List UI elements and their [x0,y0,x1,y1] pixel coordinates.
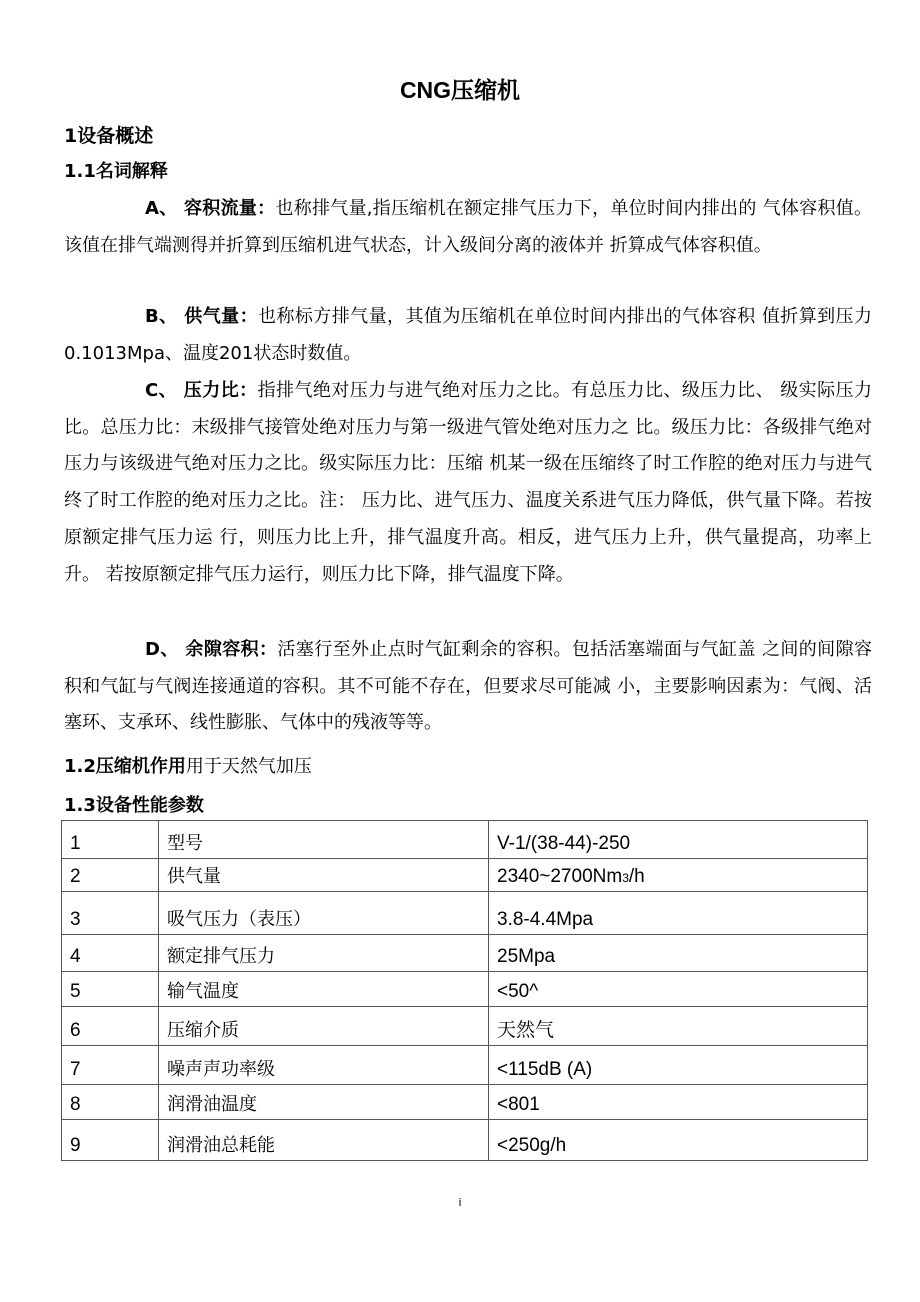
term-label: B、 供气量： [145,306,259,327]
term-text: 也称排气量,指压缩机在额定排气压力下，单位时间内排出的 气体容积值。该值在排气端测得并折算到压缩机进气状态，计入级间分离的液体并 折算成气体容积值。 [64,198,872,256]
param-value: V-1/(38-44)-250 [489,821,868,859]
row-number: 6 [62,1007,159,1046]
row-number: 2 [62,859,159,892]
table-row [62,1046,868,1085]
term-paragraph-a [64,191,872,264]
param-name: 噪声声功率级 [159,1046,489,1085]
param-value: <115dB (A) [489,1046,868,1085]
term-paragraph-b [64,299,872,372]
row-number: 5 [62,972,159,1007]
param-value: <250g/h [489,1120,868,1161]
row-number: 8 [62,1085,159,1120]
term-label: A、 容积流量： [145,198,276,219]
row-number: 9 [62,1120,159,1161]
param-value: 2340~2700Nm3/h [489,859,868,892]
subsection-heading-terms [64,160,168,184]
param-name: 压缩介质 [159,1007,489,1046]
term-text: 也称标方排气量，其值为压缩机在单位时间内排出的气体容积 值折算到压力0.1013Mpa、温度201状态时数值。 [64,306,872,364]
function-text: 用于天然气加压 [185,756,312,777]
param-name: 吸气压力（表压） [159,892,489,935]
param-name: 型号 [159,821,489,859]
row-number: 4 [62,935,159,972]
subsection-heading-specs [64,794,204,818]
page-title: CNG压缩机 [399,77,521,103]
table-row [62,972,868,1007]
param-value: <50^ [489,972,868,1007]
subsection-heading-terms-text: 1.1名词解释 [64,161,168,182]
section-heading-overview: 1设备概述 [64,125,154,147]
table-row [62,821,868,859]
param-name: 润滑油温度 [159,1085,489,1120]
table-row [62,1085,868,1120]
term-paragraph-c [64,373,872,593]
table-row [62,935,868,972]
table-row [62,1007,868,1046]
term-paragraph-d [64,632,872,742]
param-name: 润滑油总耗能 [159,1120,489,1161]
page-number: i [458,1196,462,1209]
term-label: C、 压力比： [145,380,258,401]
subsection-heading-specs-text: 1.3设备性能参数 [64,795,204,816]
param-value: 25Mpa [489,935,868,972]
row-number: 3 [62,892,159,935]
term-text: 活塞行至外止点时气缸剩余的容积。包括活塞端面与气缸盖 之间的间隙容积和气缸与气阀连接通道的容积。其不可能不存在，但要求尽可能减 小，主要影响因素为：气阀、活塞环、支承环、线性膨胀、气体中的残液等等。 [64,639,872,734]
row-number: 1 [62,821,159,859]
param-name: 输气温度 [159,972,489,1007]
param-value: <801 [489,1085,868,1120]
param-name: 供气量 [159,859,489,892]
row-number: 7 [62,1046,159,1085]
table-row [62,1120,868,1161]
param-value: 天然气 [489,1007,868,1046]
table-row [62,859,868,892]
table-row [62,892,868,935]
term-text: 指排气绝对压力与进气绝对压力之比。有总压力比、级压力比、 级实际压力比。总压力比：末级排气接管处绝对压力与第一级进气管处绝对压力之 比。级压力比：各级排气绝对压力与该级进气绝对压力之比。级实际压力比：压缩 机某一级在压缩终了时工作腔的绝对压力与进气终了时工作腔的绝对压力之比。注： 压力比、进气压力、温度关系进气压力降低，供气量下降。若按原额定排气压力运 行，则压力比上升，排气温度升高。相反，进气压力上升，供气量提高，功率上升。 若按原额定排气压力运行，则压力比下降，排气温度下降。 [64,380,872,585]
subsection-heading-function [64,755,312,779]
spec-table [61,820,868,1161]
subsection-heading-function-text: 1.2压缩机作用 [64,756,186,777]
param-name: 额定排气压力 [159,935,489,972]
param-value: 3.8-4.4Mpa [489,892,868,935]
term-label: D、 余隙容积： [145,639,278,660]
